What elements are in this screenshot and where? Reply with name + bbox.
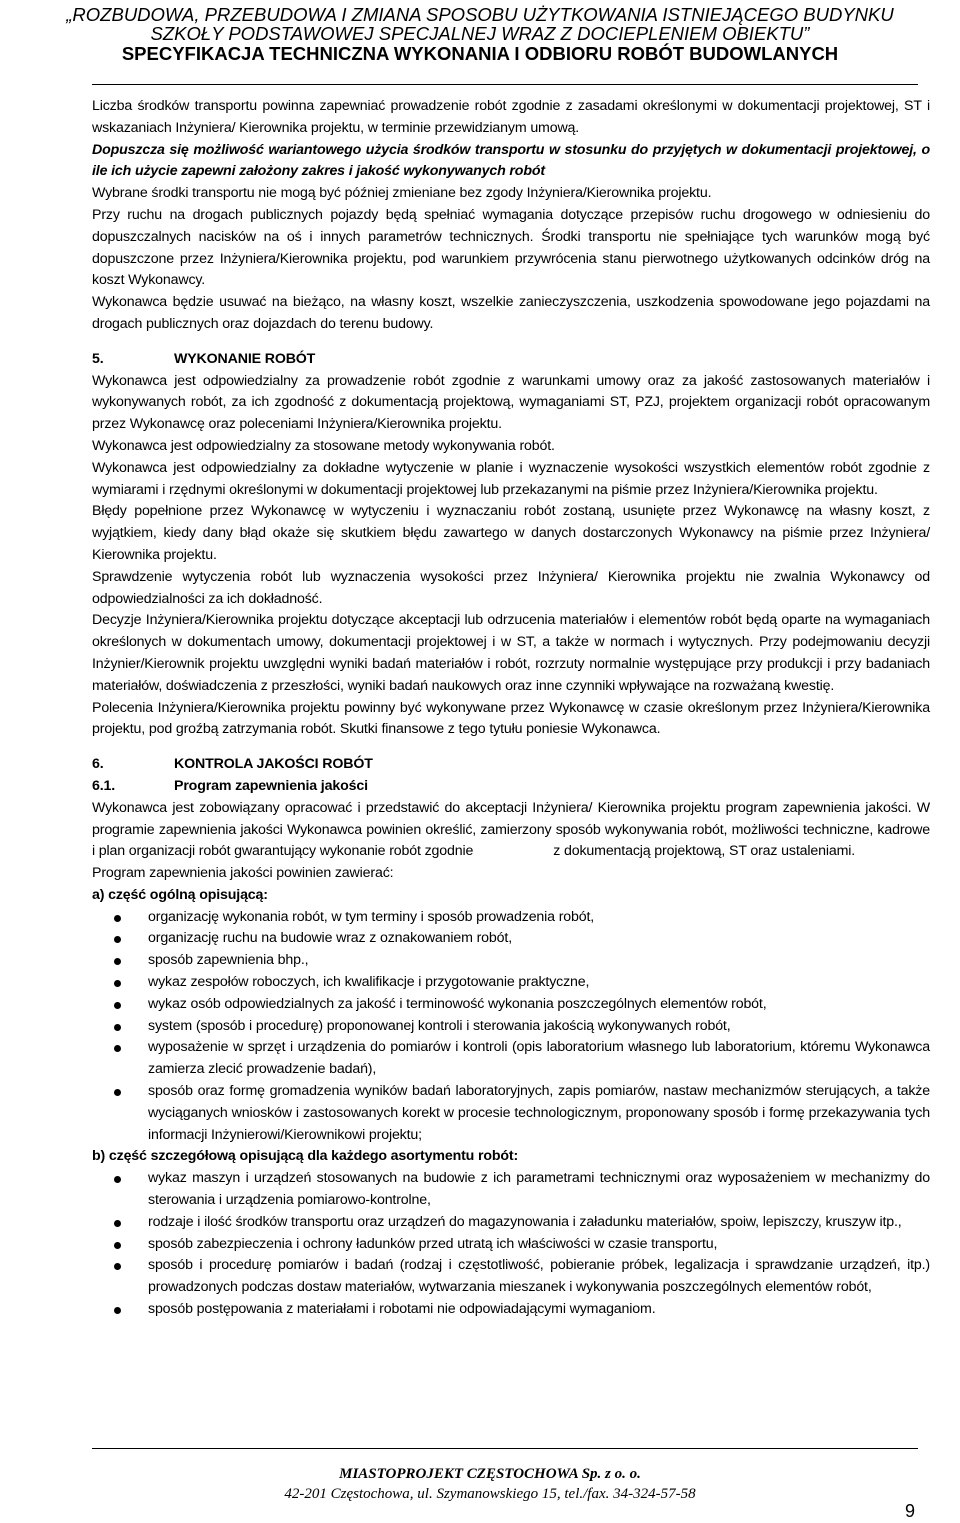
bullet-icon bbox=[114, 1307, 121, 1314]
paragraph-italic-bold: Dopuszcza się możliwość wariantowego użycia środków transportu w stosunku do przyjętych w dokumentacji projektowej, o ile ich użycie zapewni założony zakres i jakość wykonywanych robót bbox=[92, 141, 930, 180]
spacer bbox=[92, 741, 930, 754]
footer-company: MIASTOPROJEKT CZĘSTOCHOWA Sp. z o. o. bbox=[339, 1466, 641, 1482]
list-a-title: a) część ogólną opisującą: bbox=[92, 886, 268, 903]
section-number: 6. bbox=[92, 756, 104, 773]
document-body bbox=[92, 96, 930, 1321]
paragraph: Program zapewnienia jakości powinien zawierać: bbox=[92, 865, 394, 882]
bullet-icon bbox=[114, 1263, 121, 1270]
list-item: sposób zapewnienia bhp., bbox=[92, 950, 930, 972]
bullet-icon bbox=[114, 1089, 121, 1096]
paragraph: Przy ruchu na drogach publicznych pojazdy będą spełniać wymagania dotyczące przepisów ruchu drogowego w odniesieniu do dopuszczalnych nacisków na oś i innych parametrów technicznych. Środki transportu nie spełniające tych warunków mogą być dopuszczone przez Inżyniera/Kierownika projektu, pod warunkiem przywrócenia stanu pierwotnego użytkowanych odcinków dróg na koszt Wykonawcy. bbox=[92, 206, 930, 289]
paragraph: Błędy popełnione przez Wykonawcę w wytyczeniu i wyznaczaniu robót zostaną, usunięte przez Wykonawcę na własny koszt, z wyjątkiem, kiedy dany błąd okaże się skutkiem błędu zawartego w danych dostarczonych Wykonawcy na piśmie przez Inżyniera/ Kierownika projektu. bbox=[92, 503, 930, 563]
paragraph: Wykonawca jest odpowiedzialny za stosowane metody wykonywania robót. bbox=[92, 437, 555, 454]
paragraph: Decyzje Inżyniera/Kierownika projektu dotyczące akceptacji lub odrzucenia materiałów i elementów robót będą oparte na wymaganiach określonych w dokumentach umowy, dokumentacji projektowej i w ST, a także w normach i wytycznych. Przy podejmowaniu decyzji Inżynier/Kierownik projektu uwzględni wyniki badań materiałów i robót, rozrzuty normalnie występujące przy produkcji i przy badaniach materiałów, doświadczenia z przeszłości, wyniki badań naukowych oraz inne czynniki wpływające na rozważaną kwestię. bbox=[92, 612, 930, 694]
list-item: sposób zabezpieczenia i ochrony ładunków przed utratą ich właściwości w czasie transportu, bbox=[92, 1234, 930, 1256]
bullet-icon bbox=[114, 1242, 121, 1249]
paragraph: Polecenia Inżyniera/Kierownika projektu powinny być wykonywane przez Wykonawcę w czasie określonym przez Inżyniera/Kierownika projektu, pod groźbą zatrzymania robót. Skutki finansowe z tego tytułu poniesie Wykonawca. bbox=[92, 699, 930, 738]
paragraph: Wykonawca jest odpowiedzialny za prowadzenie robót zgodnie z warunkami umowy oraz za jakość zastosowanych materiałów i wykonywanych robót, za ich zgodność z dokumentacją projektową, wymaganiami ST, PZJ, projektem organizacji robót opracowanym przez Wykonawcę oraz poleceniami Inżyniera/Kierownika projektu. bbox=[92, 372, 930, 433]
section-heading-5 bbox=[92, 349, 930, 371]
spacer bbox=[92, 336, 930, 349]
subsection-title: Program zapewnienia jakości bbox=[174, 777, 368, 794]
bullet-icon bbox=[114, 1024, 121, 1031]
header-title-line-2: SZKOŁY PODSTAWOWEJ SPECJALNEJ WRAZ Z DOCIEPLENIEM OBIEKTU” bbox=[150, 23, 810, 44]
section-title: KONTROLA JAKOŚCI ROBÓT bbox=[174, 756, 373, 773]
footer-address: 42-201 Częstochowa, ul. Szymanowskiego 15, tel./fax. 34-324-57-58 bbox=[284, 1486, 696, 1502]
list-item: sposób postępowania z materiałami i robotami nie odpowiadającymi wymaganiom. bbox=[92, 1299, 930, 1321]
list-a bbox=[92, 907, 930, 1147]
subsection-heading-6-1 bbox=[92, 776, 930, 798]
bullet-icon bbox=[114, 915, 121, 922]
list-item: organizację ruchu na budowie wraz z oznakowaniem robót, bbox=[92, 928, 930, 950]
paragraph-part: Wykonawca jest zobowiązany opracować i przedstawić do akceptacji Inżyniera/ Kierownika projektu program zapewnienia jakości. W programie zapewnienia jakości Wykonawca powinien określić, zamierzony sposób wykonywania robót, możliwości techniczne, kadrowe i plan organizacji robót gwarantujący wykonanie robót zgodnie bbox=[92, 799, 930, 860]
bullet-icon bbox=[114, 1045, 121, 1052]
section-heading-6 bbox=[92, 754, 930, 776]
bullet-icon bbox=[114, 958, 121, 965]
list-item: wykaz osób odpowiedzialnych za jakość i terminowość wykonania poszczególnych elementów robót, bbox=[92, 994, 930, 1016]
paragraph: Wybrane środki transportu nie mogą być później zmieniane bez zgody Inżyniera/Kierownika projektu. bbox=[92, 185, 712, 202]
list-b-title: b) część szczegółową opisującą dla każdego asortymentu robót: bbox=[92, 1148, 519, 1165]
list-item: sposób i procedurę pomiarów i badań (rodzaj i częstotliwość, pobieranie próbek, legalizacja i sprawdzanie urządzeń, itp.) prowadzonych podczas dostaw materiałów, wytwarzania mieszanek i wykonywania poszczególnych elementów robót, bbox=[92, 1255, 930, 1299]
paragraph: Sprawdzenie wytyczenia robót lub wyznaczenia wysokości przez Inżyniera/ Kierownika projektu nie zwalnia Wykonawcy od odpowiedzialności za ich dokładność. bbox=[92, 568, 930, 607]
list-b bbox=[92, 1168, 930, 1321]
header-spec-title: SPECYFIKACJA TECHNICZNA WYKONANIA I ODBIORU ROBÓT BUDOWLANYCH bbox=[121, 43, 839, 64]
footer-divider bbox=[92, 1448, 918, 1449]
section-title: WYKONANIE ROBÓT bbox=[174, 350, 316, 367]
page-number: 9 bbox=[905, 1501, 916, 1521]
paragraph: Wykonawca będzie usuwać na bieżąco, na własny koszt, wszelkie zanieczyszczenia, uszkodzenia spowodowane jego pojazdami na drogach publicznych oraz dojazdach do terenu budowy. bbox=[92, 294, 930, 332]
bullet-icon bbox=[114, 1176, 121, 1183]
bullet-icon bbox=[114, 980, 121, 987]
list-item: system (sposób i procedurę) proponowanej kontroli i sterowania jakością wykonywanych robót, bbox=[92, 1016, 930, 1038]
list-item: wyposażenie w sprzęt i urządzenia do pomiarów i kontroli (opis laboratorium własnego lub laboratorium, któremu Wykonawca zamierza zlecić prowadzenie badań), bbox=[92, 1037, 930, 1081]
paragraph bbox=[92, 798, 930, 863]
list-item: wykaz maszyn i urządzeń stosowanych na budowie z ich parametrami technicznymi oraz wyposażeniem w mechanizmy do sterowania i urządzenia pomiarowo-kontrolne, bbox=[92, 1168, 930, 1212]
bullet-icon bbox=[114, 1002, 121, 1009]
paragraph: Liczba środków transportu powinna zapewniać prowadzenie robót zgodnie z zasadami określonymi w dokumentacji projektowej, ST i wskazaniach Inżyniera/ Kierownika projektu, w terminie przewidzianym umową. bbox=[92, 98, 930, 136]
bullet-icon bbox=[114, 1220, 121, 1227]
list-item: wykaz zespołów roboczych, ich kwalifikacje i przygotowanie praktyczne, bbox=[92, 972, 930, 994]
header-divider bbox=[92, 84, 918, 85]
bullet-icon bbox=[114, 936, 121, 943]
subsection-number: 6.1. bbox=[92, 777, 116, 794]
section-number: 5. bbox=[92, 350, 104, 367]
list-item: sposób oraz formę gromadzenia wyników badań laboratoryjnych, zapis pomiarów, nastaw mechanizmów sterujących, a także wyciąganych wniosków i zastosowanych korekt w procesie technologicznym, proponowany sposób i formę przekazywania tych informacji Inżynierowi/Kierownikowi projektu; bbox=[92, 1081, 930, 1146]
paragraph-part: z dokumentacją projektową, ST oraz ustaleniami. bbox=[553, 843, 856, 860]
paragraph: Wykonawca jest odpowiedzialny za dokładne wytyczenie w planie i wyznaczenie wysokości wszystkich elementów robót zgodnie z wymiarami i rzędnymi określonymi w dokumentacji projektowej lub przekazanymi na piśmie przez Inżyniera/Kierownika projektu. bbox=[92, 459, 930, 498]
list-item: organizację wykonania robót, w tym terminy i sposób prowadzenia robót, bbox=[92, 907, 930, 929]
list-item: rodzaje i ilość środków transportu oraz urządzeń do magazynowania i załadunku materiałów, spoiw, lepiszczy, kruszyw itp., bbox=[92, 1212, 930, 1234]
header-title-line-1: „ROZBUDOWA, PRZEBUDOWA I ZMIANA SPOSOBU UŻYTKOWANIA ISTNIEJĄCEGO BUDYNKU bbox=[66, 4, 894, 25]
